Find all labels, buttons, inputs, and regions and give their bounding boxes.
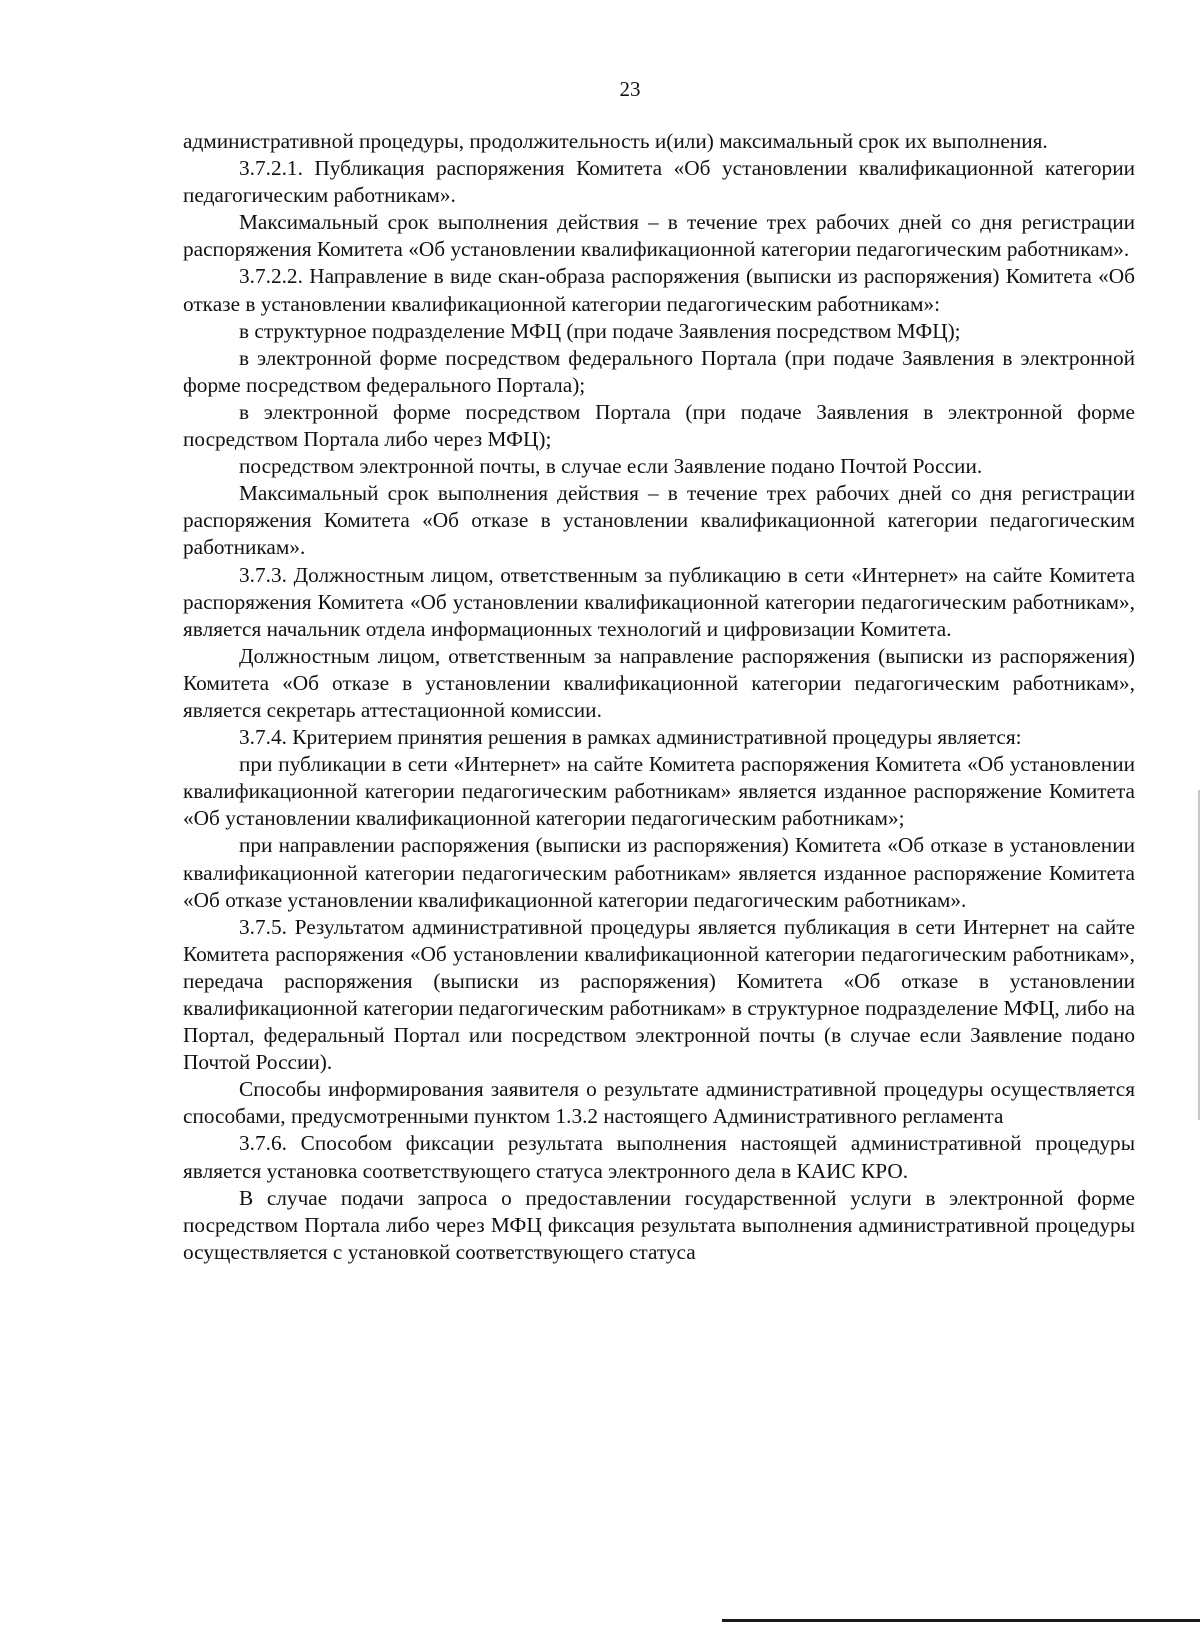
scan-bottom-line [722,1619,1200,1622]
paragraph-responsible-secretary: Должностным лицом, ответственным за направление распоряжения (выписки из распоряжения) Комитета «Об отказе в установлении квалификационной категории педагогическим работникам», является секретарь аттестационной комиссии. [183,643,1135,722]
paragraph-email-option: посредством электронной почты, в случае если Заявление подано Почтой России. [239,454,983,479]
paragraph-criterion-refusal: при направлении распоряжения (выписки из распоряжения) Комитета «Об отказе в установлении квалификационной категории педагогическим работникам» является изданное распоряжение Комитета «Об отказе установлении квалификационной категории педагогическим работникам». [183,833,1135,912]
paragraph-3-7-3: 3.7.3. Должностным лицом, ответственным за публикацию в сети «Интернет» на сайте Комитета распоряжения Комитета «Об установлении квалификационной категории педагогическим работникам», является начальник отдела информационных технологий и цифровизации Комитета. [183,562,1135,641]
document-body [183,128,1135,1266]
paragraph-3-7-2-1: 3.7.2.1. Публикация распоряжения Комитета «Об установлении квалификационной категории педагогическим работникам». [183,156,1135,208]
paragraph-3-7-6: 3.7.6. Способом фиксации результата выполнения настоящей административной процедуры является установка соответствующего статуса электронного дела в КАИС КРО. [183,1131,1135,1183]
paragraph-3-7-2-2: 3.7.2.2. Направление в виде скан-образа распоряжения (выписки из распоряжения) Комитета «Об отказе в установлении квалификационной категории педагогическим работникам»: [183,264,1135,316]
paragraph-continuation: административной процедуры, продолжительность и(или) максимальный срок их выполнения. [183,129,1048,153]
paragraph-electronic-request: В случае подачи запроса о предоставлении государственной услуги в электронной форме посредством Портала либо через МФЦ фиксация результата выполнения административной процедуры осуществляется с установкой соответствующего статуса [183,1185,1135,1264]
paragraph-3-7-5: 3.7.5. Результатом административной процедуры является публикация в сети Интернет на сайте Комитета распоряжения «Об установлении квалификационной категории педагогическим работникам», передача распоряжения (выписки из распоряжения) Комитета «Об отказе в установлении квалификационной категории педагогическим работникам» в структурное подразделение МФЦ, либо на Портал, федеральный Портал или посредством электронной почты (в случае если Заявление подано Почтой России). [183,914,1135,1075]
paragraph-mfc-option: в структурное подразделение МФЦ (при подаче Заявления посредством МФЦ); [239,318,961,343]
paragraph-portal-option: в электронной форме посредством Портала (при подаче Заявления в электронной форме посредством Портала либо через МФЦ); [183,399,1135,452]
paragraph-federal-portal-option: в электронной форме посредством федерального Портала (при подаче Заявления в электронной форме посредством федерального Портала); [183,345,1135,397]
paragraph-criterion-publication: при публикации в сети «Интернет» на сайте Комитета распоряжения Комитета «Об установлении квалификационной категории педагогическим работникам» является изданное распоряжение Комитета «Об установлении квалификационной категории педагогическим работникам»; [183,752,1135,831]
paragraph-notification-methods: Способы информирования заявителя о результате административной процедуры осуществляется способами, предусмотренными пунктом 1.3.2 настоящего Административного регламента [183,1077,1135,1129]
paragraph-deadline-publication: Максимальный срок выполнения действия – в течение трех рабочих дней со дня регистрации распоряжения Комитета «Об установлении квалификационной категории педагогическим работникам». [183,210,1135,262]
paragraph-deadline-refusal: Максимальный срок выполнения действия – в течение трех рабочих дней со дня регистрации распоряжения Комитета «Об отказе в установлении квалификационной категории педагогическим работникам». [183,481,1135,560]
page-number: 23 [619,77,641,101]
paragraph-3-7-4: 3.7.4. Критерием принятия решения в рамках административной процедуры является: [239,725,1022,750]
